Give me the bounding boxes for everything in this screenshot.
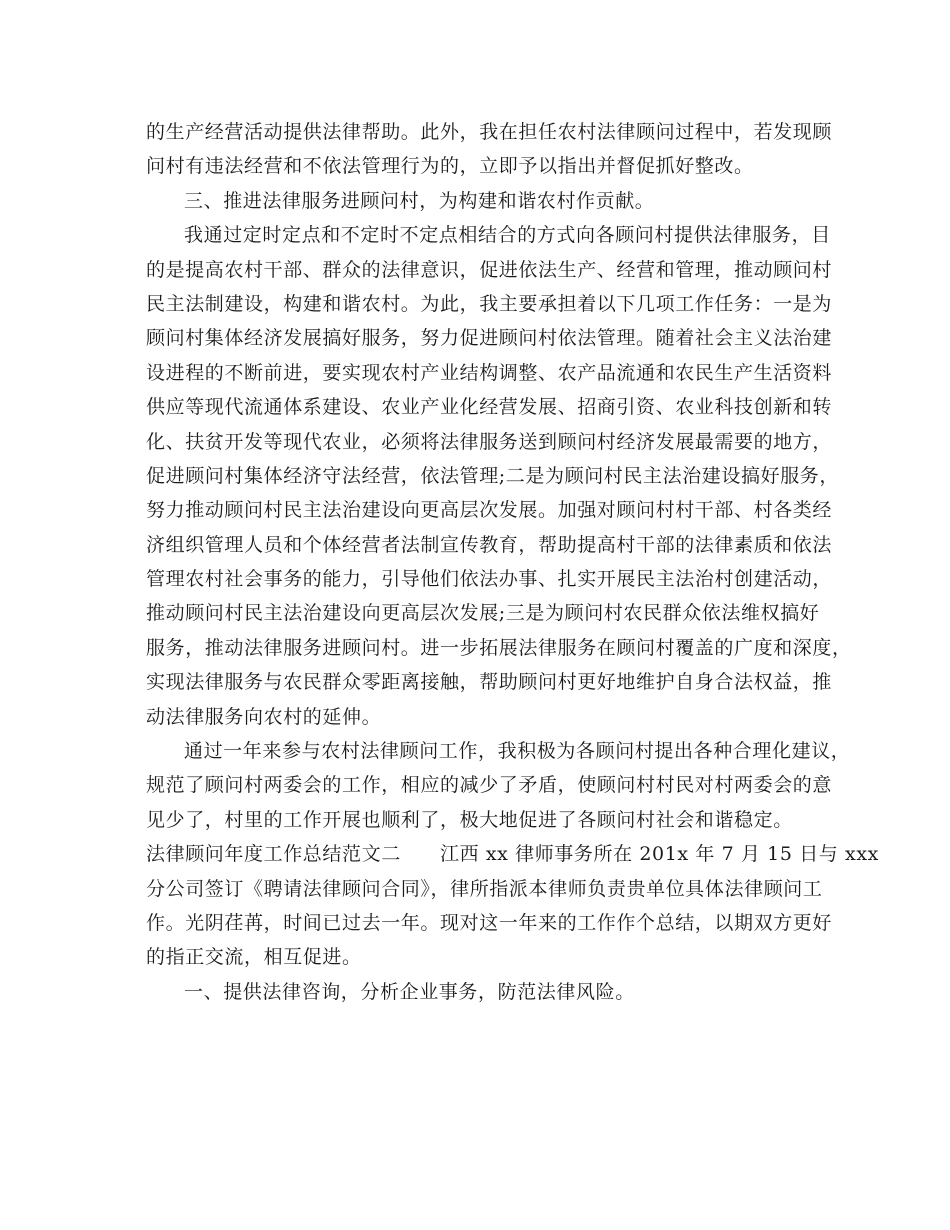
text-line: 济组织管理人员和个体经营者法制宣传教育，帮助提高村干部的法律素质和依法 bbox=[146, 533, 833, 556]
text-line: 法律顾问年度工作总结范文二 江西 xx 律师事务所在 201x 年 7 月 15 日与 xxx bbox=[146, 843, 879, 866]
text-line: 管理农村社会事务的能力，引导他们依法办事、扎实开展民主法治村创建活动， bbox=[146, 568, 833, 591]
text-line: 分公司签订《聘请法律顾问合同》，律所指派本律师负责贵单位具体法律顾问工 bbox=[146, 877, 823, 900]
document-body bbox=[146, 115, 879, 1009]
text-line: 问村有违法经营和不依法管理行为的，立即予以指出并督促抓好整改。 bbox=[146, 155, 754, 178]
text-line: 努力推动顾问村民主法治建设向更高层次发展。加强对顾问村村干部、村各类经 bbox=[146, 499, 833, 522]
text-line: 的生产经营活动提供法律帮助。此外，我在担任农村法律顾问过程中，若发现顾 bbox=[146, 121, 833, 143]
text-line: 民主法制建设，构建和谐农村。为此，我主要承担着以下几项工作任务：一是为 bbox=[146, 292, 833, 315]
text-line: 我通过定时定点和不定时不定点相结合的方式向各顾问村提供法律服务，目 bbox=[184, 224, 831, 247]
text-line: 作。光阴荏苒，时间已过去一年。现对这一年来的工作作个总结，以期双方更好 bbox=[146, 911, 833, 934]
text-line: 的是提高农村干部、群众的法律意识，促进依法生产、经营和管理，推动顾问村 bbox=[146, 258, 833, 281]
text-line: 促进顾问村集体经济守法经营，依法管理;二是为顾问村民主法治建设搞好服务， bbox=[146, 464, 840, 487]
text-line: 设进程的不断前进，要实现农村产业结构调整、农产品流通和农民生产生活资料 bbox=[146, 361, 833, 384]
text-line: 推动顾问村民主法治建设向更高层次发展;三是为顾问村农民群众依法维权搞好 bbox=[146, 602, 820, 625]
text-line: 实现法律服务与农民群众零距离接触，帮助顾问村更好地维护自身合法权益，推 bbox=[146, 671, 833, 694]
text-line: 规范了顾问村两委会的工作，相应的减少了矛盾，使顾问村村民对村两委会的意 bbox=[146, 774, 833, 797]
text-line: 的指正交流，相互促进。 bbox=[146, 946, 362, 969]
text-line: 三、推进法律服务进顾问村，为构建和谐农村作贡献。 bbox=[184, 189, 655, 212]
text-line: 见少了，村里的工作开展也顺利了，极大地促进了各顾问村社会和谐稳定。 bbox=[146, 808, 793, 831]
text-line: 通过一年来参与农村法律顾问工作，我积极为各顾问村提出各种合理化建议， bbox=[184, 740, 851, 763]
text-line: 动法律服务向农村的延伸。 bbox=[146, 705, 382, 728]
text-line: 一、提供法律咨询，分析企业事务，防范法律风险。 bbox=[184, 980, 635, 1003]
text-line: 服务，推动法律服务进顾问村。进一步拓展法律服务在顾问村覆盖的广度和深度， bbox=[146, 636, 852, 659]
text-line: 供应等现代流通体系建设、农业产业化经营发展、招商引资、农业科技创新和转 bbox=[146, 396, 833, 419]
text-line: 化、扶贫开发等现代农业，必须将法律服务送到顾问村经济发展最需要的地方， bbox=[146, 430, 833, 453]
text-line: 顾问村集体经济发展搞好服务，努力促进顾问村依法管理。随着社会主义法治建 bbox=[146, 327, 833, 350]
